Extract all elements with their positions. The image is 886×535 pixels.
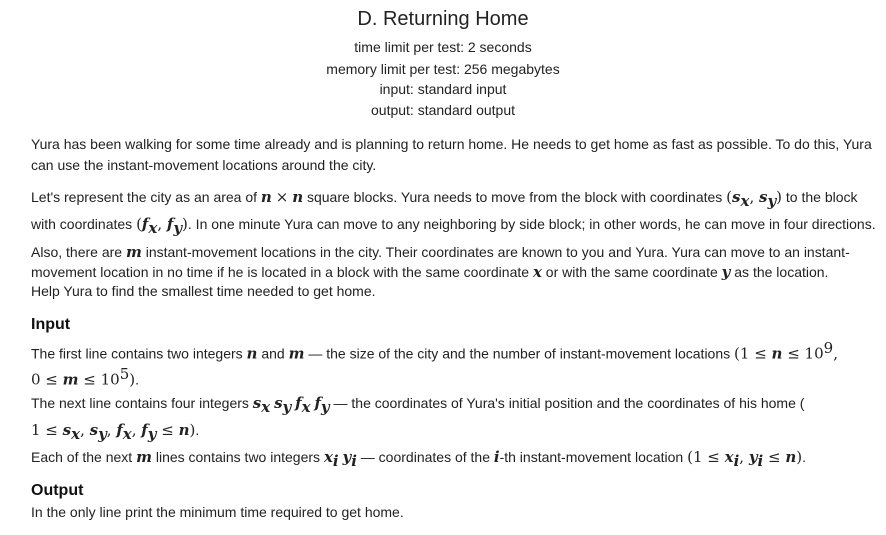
statement-paragraph-2: Let's represent the city as an area of n × n square blocks. Yura needs to move from the block with coordinates ($s_x$, $s_y$) to the block with coordinates ($f_x$, $f_y$). In one minute Yura can move to any neighboring by side block; in other words, he can move in four directions. Also, there are m instant-movement locations in the city. Their coordinates are known to you and Yura. Yura can move to an instant-movement location in no time if he is located in a block with the same coordinate x or with the same coordinate y as the location. — [31, 188, 876, 282]
statement-paragraph-3: Help Yura to find the smallest time needed to get home. — [31, 283, 376, 299]
statement-paragraph-1: Yura has been walking for some time already and is planning to return home. He needs to get home as fast as possible. To do this, Yura can use the instant-movement locations around the city. — [31, 136, 872, 173]
output-heading: Output — [31, 482, 84, 499]
input-heading: Input — [31, 316, 71, 333]
output-text: In the only line print the minimum time required to get home. — [31, 504, 404, 520]
problem-title: D. Returning Home — [357, 8, 529, 30]
input-line-2: The next line contains four integers $s_x$ $s_y$ $f_x$ $f_y$ — the coordinates of Yura's initial position and the coordinates of his home ( $1 \le s_x$, $s_y$, $f_x$, $f_y \le n$). — [31, 394, 805, 444]
input-file: input: standard input — [379, 81, 507, 97]
memory-limit: memory limit per test: 256 megabytes — [326, 61, 560, 77]
time-limit: time limit per test: 2 seconds — [354, 39, 532, 55]
input-line-1: The first line contains two integers n and m — the size of the city and the number of instant-movement locations ($1 \le n \le 10^9$, $0 \le m \le 10^5$). — [31, 339, 838, 389]
output-file: output: standard output — [371, 102, 515, 118]
input-line-3: Each of the next m lines contains two integers $x_i$ $y_i$ — coordinates of the i-th instant-movement location ($1 \le x_i$, $y_i \le n$). — [31, 448, 806, 470]
